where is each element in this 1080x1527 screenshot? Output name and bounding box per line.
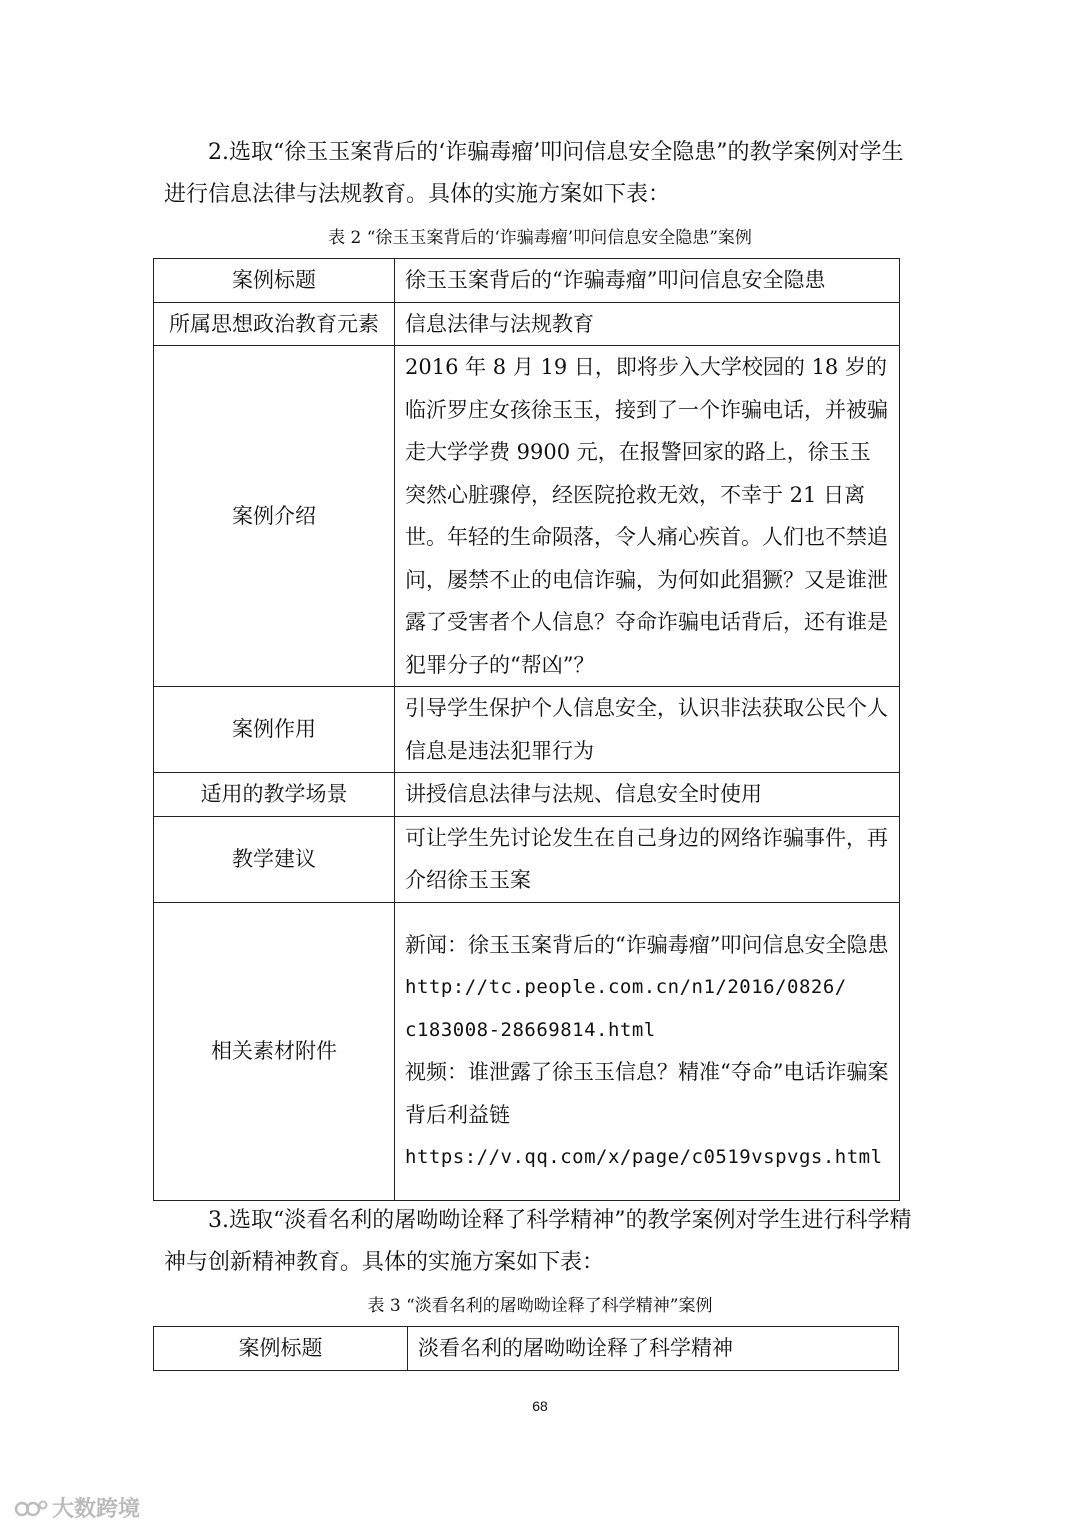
table-label: 案例标题	[154, 1327, 408, 1371]
table-label: 教学建议	[154, 816, 395, 902]
section3-paragraph: 3.选取“淡看名利的屠呦呦诠释了科学精神”的教学案例对学生进行科学精神与创新精神教育。具体的实施方案如下表：	[164, 1208, 912, 1275]
table-cell: 可让学生先讨论发生在自己身边的网络诈骗事件，再介绍徐玉玉案	[395, 816, 900, 902]
table-label: 案例介绍	[154, 346, 395, 687]
table-row	[154, 1327, 899, 1371]
table3	[153, 1326, 899, 1371]
watermark-text: 大数跨境	[52, 1497, 141, 1522]
table-cell: 信息法律与法规教育	[395, 302, 900, 346]
table-cell: 徐玉玉案背后的“诈骗毒瘤”叩问信息安全隐患	[395, 259, 900, 303]
table-label: 相关素材附件	[154, 902, 395, 1200]
table2	[153, 258, 900, 1201]
table3-caption: 表 3 “淡看名利的屠呦呦诠释了科学精神”案例	[367, 1296, 713, 1316]
table-label: 案例作用	[154, 687, 395, 773]
table-label: 案例标题	[154, 259, 395, 303]
table-row	[154, 259, 900, 303]
watermark	[14, 1492, 140, 1523]
table-cell: 淡看名利的屠呦呦诠释了科学精神	[408, 1327, 899, 1371]
table-label: 所属思想政治教育元素	[154, 302, 395, 346]
table-row	[154, 902, 900, 1200]
news-link-continued[interactable]: c183008-28669814.html	[405, 1018, 656, 1041]
table-row	[154, 816, 900, 902]
table-row	[154, 687, 900, 773]
video-link[interactable]: https://v.qq.com/x/page/c0519vspvgs.html	[405, 1146, 883, 1168]
table-cell: 引导学生保护个人信息安全，认识非法获取公民个人信息是违法犯罪行为	[395, 687, 900, 773]
page-number: 68	[532, 1398, 548, 1414]
table-row	[154, 773, 900, 817]
section2-paragraph: 2.选取“徐玉玉案背后的‘诈骗毒瘤’叩问信息安全隐患”的教学案例对学生进行信息法律与法规教育。具体的实施方案如下表：	[164, 140, 904, 207]
video-attachment-title: 视频：谁泄露了徐玉玉信息？精准“夺命”电话诈骗案背后利益链	[405, 1060, 889, 1127]
table-label: 适用的教学场景	[154, 773, 395, 817]
news-link[interactable]: http://tc.people.com.cn/n1/2016/0826/	[405, 976, 847, 998]
table2-caption: 表 2 “徐玉玉案背后的‘诈骗毒瘤’叩问信息安全隐患”案例	[328, 228, 752, 248]
table-cell	[395, 902, 900, 1200]
table-row	[154, 302, 900, 346]
table-cell: 讲授信息法律与法规、信息安全时使用	[395, 773, 900, 817]
logo-icon	[14, 1497, 48, 1519]
news-attachment-title: 新闻：徐玉玉案背后的“诈骗毒瘤”叩问信息安全隐患	[405, 932, 889, 957]
table-cell: 2016 年 8 月 19 日，即将步入大学校园的 18 岁的临沂罗庄女孩徐玉玉，接到了一个诈骗电话，并被骗走大学学费 9900 元，在报警回家的路上，徐玉玉突然心脏骤停，经医院抢救无效，不幸于 21 日离世。年轻的生命陨落，令人痛心疾首。人们也不禁追问，屡禁不止的电信诈骗，为何如此猖獗？又是谁泄露了受害者个人信息？夺命诈骗电话背后，还有谁是犯罪分子的“帮凶”？	[395, 346, 900, 687]
table-row	[154, 346, 900, 687]
